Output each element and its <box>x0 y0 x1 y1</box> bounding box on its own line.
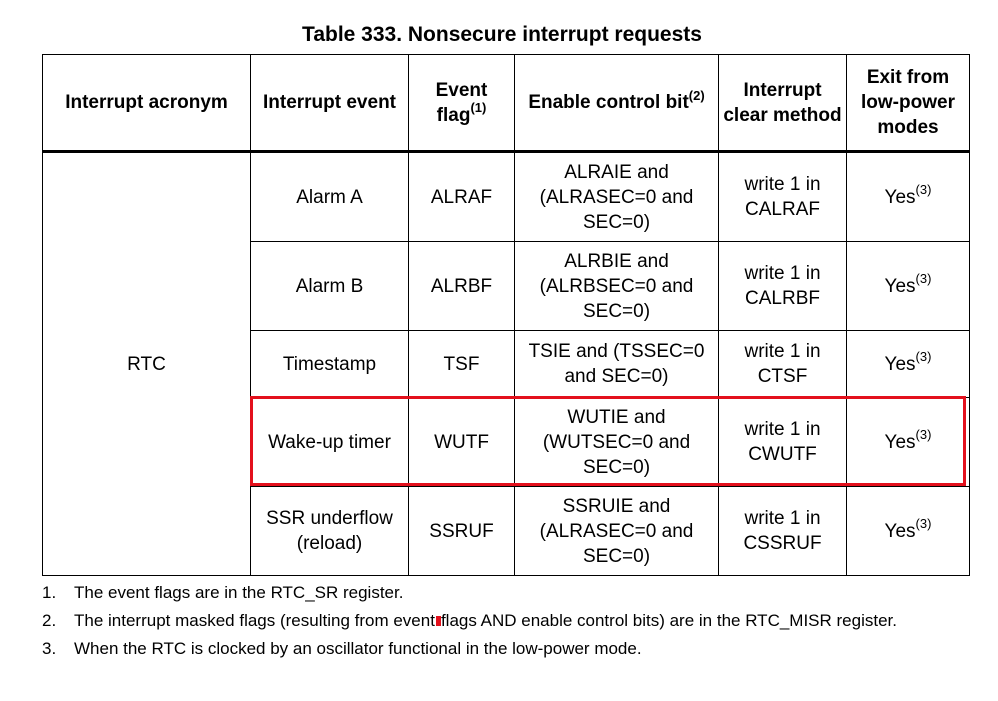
header-event <box>251 55 409 152</box>
exit-value: Yes <box>884 520 916 542</box>
header-acronym <box>43 55 251 152</box>
header-row <box>43 55 970 152</box>
footnote-number: 3. <box>42 639 57 658</box>
event-cell: Timestamp <box>251 331 409 398</box>
clear-cell: write 1 in CALRBF <box>719 242 847 331</box>
exit-cell <box>847 242 970 331</box>
enable-cell: TSIE and (TSSEC=0 and SEC=0) <box>515 331 719 398</box>
exit-cell <box>847 331 970 398</box>
footnote <box>42 611 942 630</box>
table-title: Table 333. Nonsecure interrupt requests <box>302 23 702 46</box>
header-flag-label: Event flag <box>435 79 488 126</box>
footnote-text-part: flags AND enable control bits) are in the RTC_MISR register. <box>440 611 897 630</box>
header-event-label: Interrupt event <box>262 92 397 113</box>
footnote-number: 2. <box>42 611 57 630</box>
footnote-ref: (1) <box>470 100 487 116</box>
header-acronym-label: Interrupt acronym <box>65 92 228 113</box>
header-flag <box>409 55 515 152</box>
footnote-number: 1. <box>42 583 57 602</box>
event-cell: SSR underflow (reload) <box>251 487 409 576</box>
clear-cell: write 1 in CALRAF <box>719 152 847 242</box>
enable-cell: WUTIE and (WUTSEC=0 and SEC=0) <box>515 398 719 487</box>
header-clear <box>719 55 847 152</box>
interrupt-table <box>42 54 970 576</box>
header-exit <box>847 55 970 152</box>
flag-cell: ALRBF <box>409 242 515 331</box>
enable-cell: ALRBIE and (ALRBSEC=0 and SEC=0) <box>515 242 719 331</box>
footnote-ref: (2) <box>688 87 705 103</box>
exit-cell <box>847 152 970 242</box>
exit-value: Yes <box>884 353 916 375</box>
footnote <box>42 639 942 658</box>
footnote-text: The event flags are in the RTC_SR register. <box>74 583 404 602</box>
flag-cell: WUTF <box>409 398 515 487</box>
clear-cell: write 1 in CWUTF <box>719 398 847 487</box>
footnotes <box>42 583 942 667</box>
footnote-ref: (3) <box>915 271 932 287</box>
exit-value: Yes <box>884 431 916 453</box>
footnote-text <box>74 611 942 630</box>
flag-cell: TSF <box>409 331 515 398</box>
flag-cell: ALRAF <box>409 152 515 242</box>
footnote-text-part: The interrupt masked flags (resulting from event <box>74 611 435 630</box>
footnote <box>42 583 942 602</box>
table-row <box>43 152 970 242</box>
exit-value: Yes <box>884 275 916 297</box>
flag-cell: SSRUF <box>409 487 515 576</box>
acronym-cell: RTC <box>43 152 251 576</box>
exit-cell <box>847 398 970 487</box>
footnote-ref: (3) <box>915 182 932 198</box>
event-cell: Wake-up timer <box>251 398 409 487</box>
header-clear-label: Interrupt clear method <box>723 79 842 126</box>
exit-value: Yes <box>884 186 916 208</box>
header-exit-label: Exit from low-power modes <box>861 67 955 138</box>
enable-cell: SSRUIE and (ALRASEC=0 and SEC=0) <box>515 487 719 576</box>
clear-cell: write 1 in CTSF <box>719 331 847 398</box>
enable-cell: ALRAIE and (ALRASEC=0 and SEC=0) <box>515 152 719 242</box>
footnote-ref: (3) <box>915 427 932 443</box>
event-cell: Alarm B <box>251 242 409 331</box>
clear-cell: write 1 in CSSRUF <box>719 487 847 576</box>
footnote-ref: (3) <box>915 516 932 532</box>
event-cell: Alarm A <box>251 152 409 242</box>
footnote-ref: (3) <box>915 349 932 365</box>
header-enable <box>515 55 719 152</box>
header-enable-label: Enable control bit <box>528 92 689 113</box>
footnote-text: When the RTC is clocked by an oscillator functional in the low-power mode. <box>74 639 642 658</box>
exit-cell <box>847 487 970 576</box>
